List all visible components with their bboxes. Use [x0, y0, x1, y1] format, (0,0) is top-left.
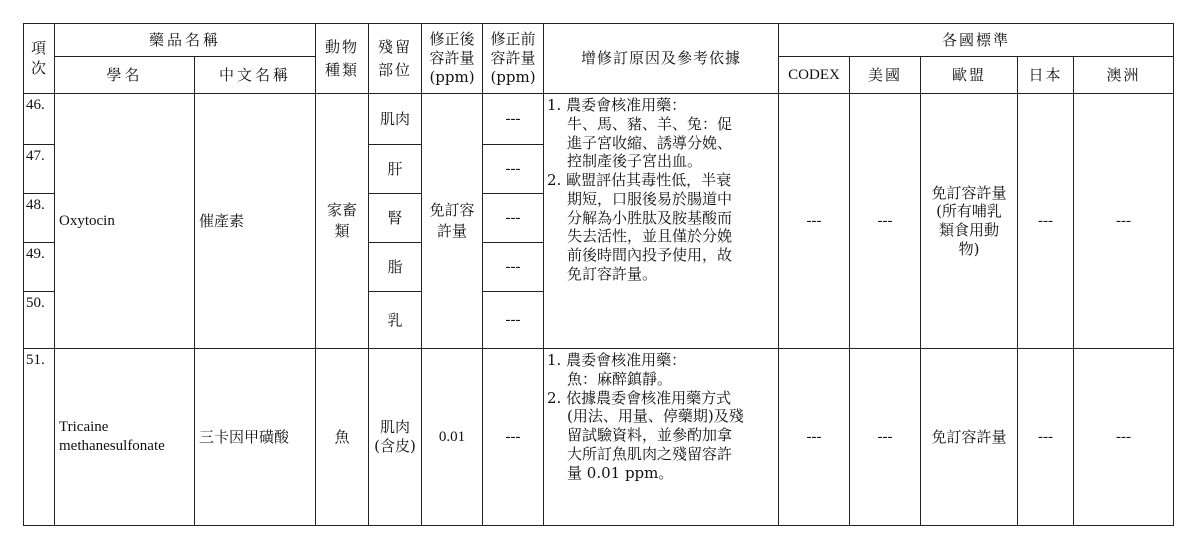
header-standards: 各國標準 — [779, 24, 1174, 57]
mrl-table — [23, 23, 1174, 526]
codex-value: --- — [779, 349, 850, 526]
mrl-before: --- — [483, 94, 544, 145]
reason-text — [544, 349, 779, 526]
header-chinese-name: 中文名稱 — [195, 57, 316, 94]
header-japan: 日本 — [1018, 57, 1074, 94]
header-mrl-after: 修正後 容許量 (ppm) — [422, 24, 483, 94]
table-row — [24, 349, 1174, 526]
reason-line: 留試驗資料，並參酌加拿 — [567, 426, 733, 444]
header-australia: 澳洲 — [1074, 57, 1174, 94]
item-number: 49. — [24, 243, 55, 292]
reason-line: 1. 農委會核准用藥： — [547, 96, 687, 114]
table-row — [24, 94, 1174, 145]
residue-site: 乳 — [369, 292, 422, 349]
mrl-before: --- — [483, 292, 544, 349]
header-scientific-name: 學名 — [55, 57, 195, 94]
header-eu: 歐盟 — [921, 57, 1018, 94]
reason-line: 免訂容許量。 — [567, 264, 658, 283]
item-number: 51. — [24, 349, 55, 526]
reason-text — [544, 94, 779, 349]
item-number: 48. — [24, 194, 55, 243]
reason-line: 失去活性，並且僅於分娩 — [567, 227, 733, 246]
residue-site: 肌肉 — [369, 94, 422, 145]
reason-line: 前後時間內投予使用，故 — [567, 246, 733, 264]
reason-line: 進子宮收縮、誘導分娩、 — [567, 133, 733, 152]
reason-line: 大所訂魚肌肉之殘留容許 — [567, 444, 733, 463]
header-usa: 美國 — [850, 57, 921, 94]
header-item-no: 項次 — [24, 24, 55, 94]
item-number: 47. — [24, 145, 55, 194]
animal-species: 家畜類 — [316, 94, 369, 349]
reason-line: 分解為小胜肽及胺基酸而 — [567, 208, 733, 227]
reason-line: (用法、用量、停藥期)及殘 — [567, 407, 744, 426]
reason-line: 牛、馬、豬、羊、兔：促 — [567, 114, 733, 133]
australia-value: --- — [1074, 349, 1174, 526]
reason-line: 1. 農委會核准用藥： — [547, 351, 687, 369]
scientific-name: Tricaine methanesulfonate — [55, 349, 195, 526]
reason-line: 控制產後子宮出血。 — [567, 152, 703, 171]
reason-line: 2. 歐盟評估其毒性低，半衰 — [547, 171, 732, 189]
header-drug-name: 藥品名稱 — [55, 24, 316, 57]
usa-value: --- — [850, 349, 921, 526]
scientific-name: Oxytocin — [55, 94, 195, 349]
eu-value: 免訂容許量 (所有哺乳 類食用動 物) — [921, 94, 1018, 349]
mrl-before: --- — [483, 145, 544, 194]
residue-site: 腎 — [369, 194, 422, 243]
chinese-name: 三卡因甲磺酸 — [195, 349, 316, 526]
japan-value: --- — [1018, 94, 1074, 349]
mrl-after: 免訂容許量 — [422, 94, 483, 349]
reason-line: 量 0.01 ppm。 — [567, 463, 674, 482]
residue-site: 肝 — [369, 145, 422, 194]
header-mrl-before: 修正前 容許量 (ppm) — [483, 24, 544, 94]
reason-line: 2. 依據農委會核准用藥方式 — [547, 388, 732, 407]
mrl-after: 0.01 — [422, 349, 483, 526]
header-codex: CODEX — [779, 57, 850, 94]
header-reason: 增修訂原因及參考依據 — [544, 24, 779, 94]
reason-line: 期短，口服後易於腸道中 — [567, 189, 733, 208]
reason-line: 魚：麻醉鎮靜。 — [567, 369, 673, 388]
residue-site: 肌肉 (含皮) — [369, 349, 422, 526]
item-number: 50. — [24, 292, 55, 349]
item-number: 46. — [24, 94, 55, 145]
australia-value: --- — [1074, 94, 1174, 349]
header-animal-species: 動物種類 — [316, 24, 369, 94]
header-row-1 — [24, 24, 1174, 57]
mrl-before: --- — [483, 194, 544, 243]
codex-value: --- — [779, 94, 850, 349]
usa-value: --- — [850, 94, 921, 349]
mrl-before: --- — [483, 243, 544, 292]
japan-value: --- — [1018, 349, 1074, 526]
chinese-name: 催產素 — [195, 94, 316, 349]
animal-species: 魚 — [316, 349, 369, 526]
residue-site: 脂 — [369, 243, 422, 292]
eu-value: 免訂容許量 — [921, 349, 1018, 526]
mrl-before: --- — [483, 349, 544, 526]
header-residue-site: 殘留部位 — [369, 24, 422, 94]
